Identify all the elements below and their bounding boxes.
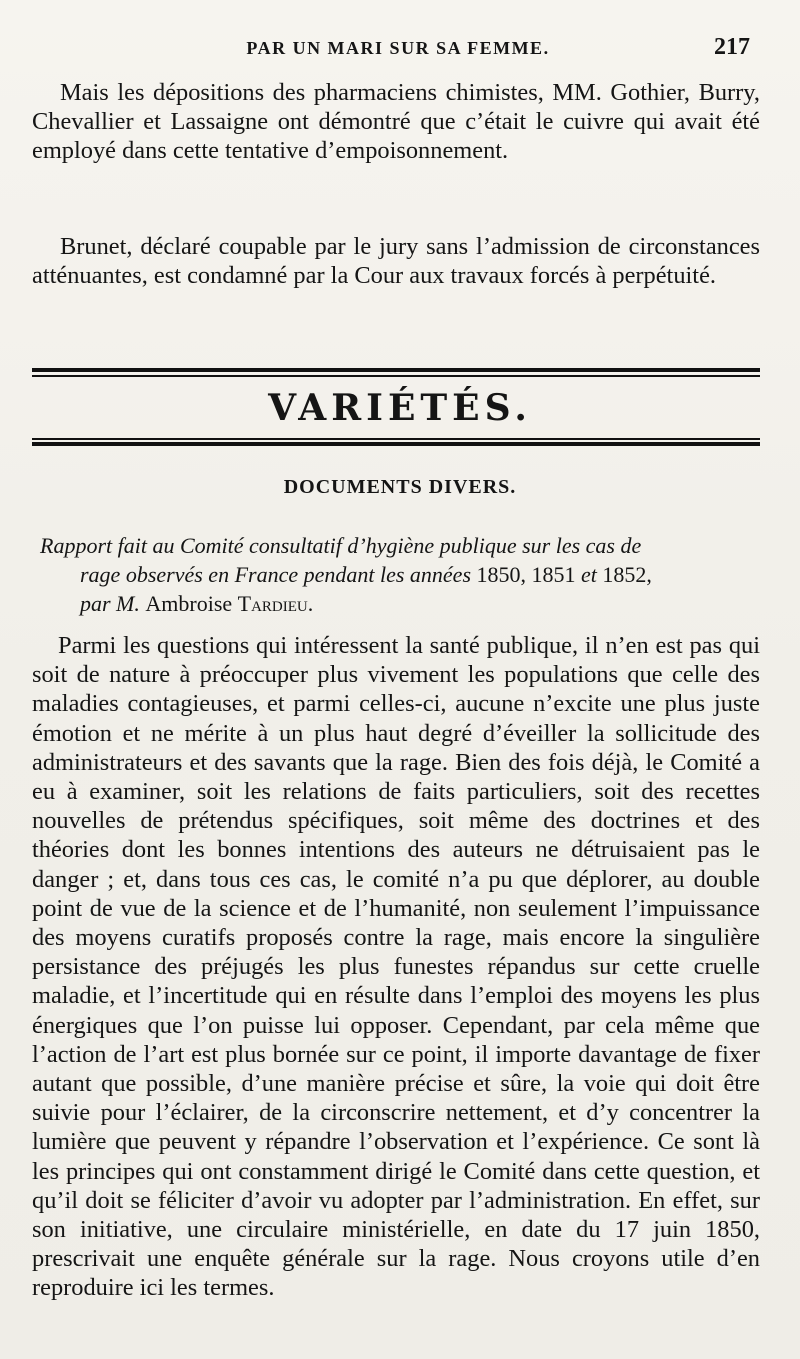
- section-rule-top-thick: [32, 368, 760, 372]
- section-rule-bottom-thick: [32, 442, 760, 446]
- report-title-line1: Rapport fait au Comité consultatif d’hygiène publique sur les cas de: [40, 533, 642, 558]
- running-head: PAR UN MARI SUR SA FEMME.: [246, 38, 550, 58]
- paragraph-text: Brunet, déclaré coupable par le jury sans l’admission de circonstances atténuantes, est condamné par la Cour aux travaux forcés à perpétuité.: [32, 233, 760, 290]
- author-first-name: Ambroise: [145, 591, 238, 616]
- author-last-name: Tardieu.: [237, 591, 314, 616]
- report-by: par M.: [80, 591, 146, 616]
- report-years: 1850, 1851: [476, 562, 576, 587]
- report-title: [40, 531, 760, 618]
- report-title-conjunction: et: [575, 562, 603, 587]
- page-header: [38, 34, 758, 64]
- report-author-line: [40, 589, 760, 618]
- section-rule-top-thin: [32, 375, 760, 377]
- section-rule-bottom-thin: [32, 438, 760, 440]
- paragraph-verdict: [32, 232, 760, 290]
- section-title: VARIÉTÉS.: [268, 387, 532, 429]
- paragraph-text: Mais les dépositions des pharmaciens chimistes, MM. Gothier, Burry, Chevallier et Lassaigne ont démontré que c’était le cuivre qui avait été employé dans cette tentative d’empoisonnement.: [32, 79, 760, 165]
- report-body-text: Parmi les questions qui intéressent la santé publique, il n’en est pas qui soit de nature à préoccuper plus vivement les populations que celle des maladies contagieuses, et parmi celles-ci, aucune n’excite une plus juste émotion et ne mérite à un plus haut degré d’éveiller la sollicitude des administrateurs et des savants que la rage. Bien des fois déjà, le Comité a eu à examiner, soit les relations de faits particuliers, soit des recettes nouvelles de prétendus spécifiques, soit même des doctrines et des théories dont les bonnes intentions des auteurs ne détruisaient pas le danger ; et, dans tous ces cas, le comité n’a pu que déplorer, au double point de vue de la science et de l’humanité, non seulement l’impuissance des moyens curatifs proposés contre la rage, mais encore la singulière persistance des préjugés les plus funestes répandus sur cette cruelle maladie, et l’incertitude qui en résulte dans l’emploi des moyens les plus énergiques que l’on puisse lui opposer. Cependant, par cela même que l’action de l’art est plus bornée sur ce point, il importe davantage de fixer autant que possible, d’une manière précise et sûre, la voie qui doit être suivie pour l’éclairer, de la circonscrire nettement, et d’y concentrer la lumière que peuvent y répandre l’observation et l’expérience. Ce sont là les principes qui ont constamment dirigé le Comité dans cette question, et qu’il doit se féliciter d’avoir vu adopter par l’administration. En effet, sur son initiative, une circulaire ministérielle, en date du 17 juin 1850, prescrivait une enquête générale sur la rage. Nous croyons utile d’en reproduire ici les termes.: [32, 632, 760, 1302]
- report-year-last: 1852,: [602, 562, 652, 587]
- paragraph-expert-testimony: [32, 78, 760, 166]
- subsection-title: DOCUMENTS DIVERS.: [283, 476, 517, 498]
- page-number: 217: [714, 34, 750, 60]
- report-title-text: rage observés en France pendant les années: [80, 562, 477, 587]
- report-body: [32, 631, 760, 1303]
- report-title-line2: [40, 560, 760, 589]
